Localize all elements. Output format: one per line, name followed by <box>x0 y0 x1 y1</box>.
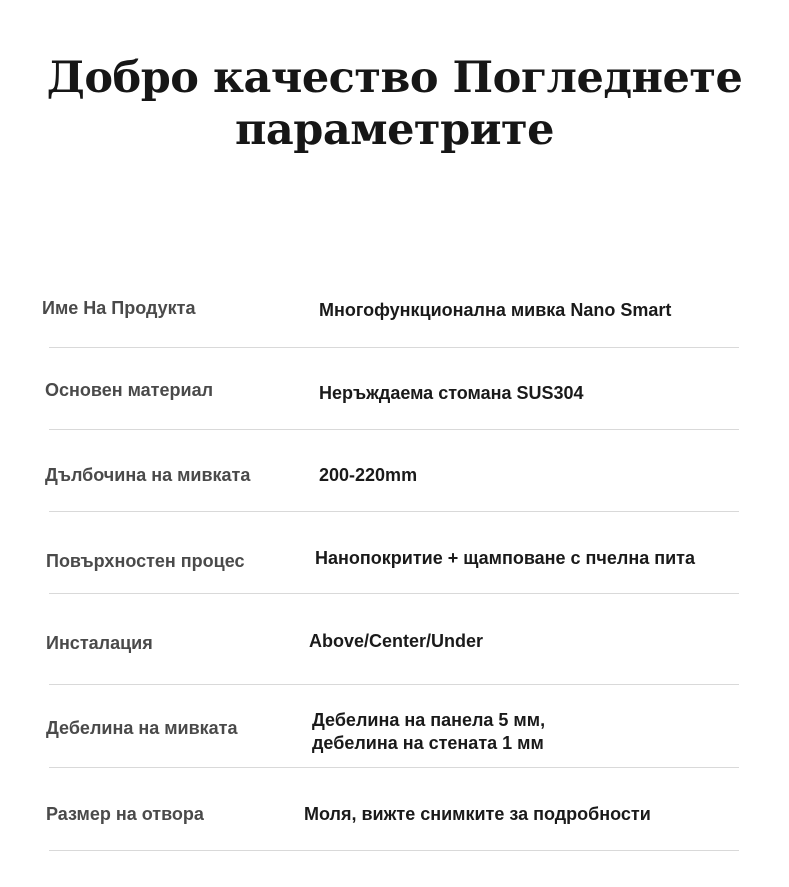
spec-value-hole-size: Моля, вижте снимките за подробности <box>304 804 651 824</box>
spec-divider <box>49 767 739 768</box>
spec-divider <box>49 684 739 685</box>
spec-label-depth: Дълбочина на мивката <box>45 465 251 485</box>
spec-label-hole-size: Размер на отвора <box>46 804 204 824</box>
spec-label-thickness: Дебелина на мивката <box>46 718 238 738</box>
spec-label-installation: Инсталация <box>46 633 153 653</box>
spec-value-surface: Нанопокритие + щамповане с пчелна пита <box>315 548 695 568</box>
spec-value-depth: 200-220mm <box>319 465 418 485</box>
spec-value-material: Неръждаема стомана SUS304 <box>319 383 584 403</box>
spec-label-material: Основен материал <box>45 380 214 400</box>
spec-divider <box>49 347 739 348</box>
spec-value-thickness-line-1: Дебелина на панела 5 мм, <box>312 710 546 730</box>
spec-label-surface: Повърхностен процес <box>46 551 245 571</box>
spec-value-thickness-line-2: дебелина на стената 1 мм <box>312 733 544 753</box>
spec-divider <box>49 511 739 512</box>
spec-value-product-name: Многофункционална мивка Nano Smart <box>319 300 672 320</box>
spec-label-product-name: Име На Продукта <box>42 298 196 318</box>
page-title-line-2: параметрите <box>234 105 555 155</box>
spec-divider <box>49 593 739 594</box>
spec-value-installation: Above/Center/Under <box>309 631 484 651</box>
page-title-line-1: Добро качество Погледнете <box>46 53 743 103</box>
spec-divider <box>49 850 739 851</box>
spec-divider <box>49 429 739 430</box>
